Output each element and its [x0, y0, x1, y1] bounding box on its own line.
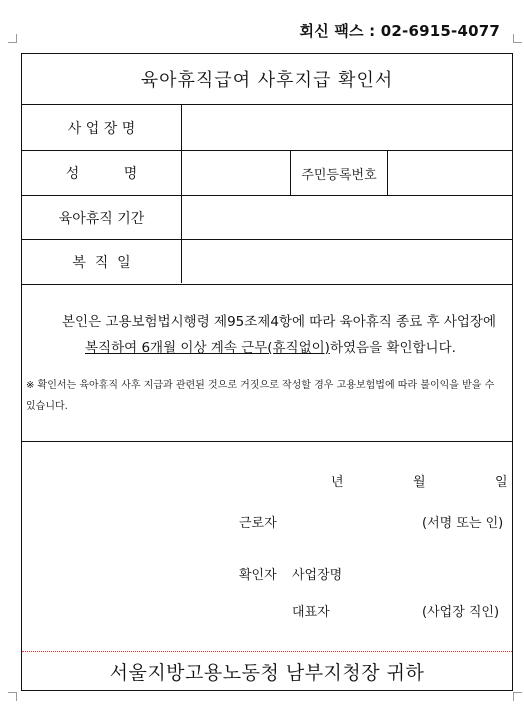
corner-mark-top-left — [8, 34, 17, 43]
representative-label: 대표자 — [292, 605, 330, 620]
worker-label: 근로자 — [239, 516, 277, 531]
leave-period-label: 육아휴직 기간 — [58, 210, 145, 227]
form-title: 육아휴직급여 사후지급 확인서 — [140, 70, 394, 91]
name-label: 성 명 — [65, 166, 138, 182]
business-name-field[interactable] — [182, 105, 512, 150]
corner-mark-bottom-right — [513, 692, 522, 701]
corner-mark-top-right — [513, 34, 522, 43]
date-month-label: 월 — [413, 475, 426, 490]
corner-mark-bottom-left — [8, 692, 17, 701]
resident-number-field[interactable] — [388, 151, 512, 195]
statement-line-2-rest: 하였음을 확인합니다. — [329, 340, 456, 356]
leave-period-field[interactable] — [182, 196, 512, 239]
divider — [22, 284, 512, 285]
addressee: 서울지방고용노동청 남부지청장 귀하 — [109, 661, 425, 684]
representative-signature-hint: (사업장 직인) — [422, 605, 500, 620]
statement-line-1: 본인은 고용보험법시행령 제95조제4항에 따라 육아휴직 종료 후 사업장에 — [62, 314, 496, 330]
return-date-label: 복 직 일 — [72, 255, 131, 271]
fax-number: 회신 팩스 : 02-6915-4077 — [299, 22, 500, 40]
confirmation-form — [21, 53, 513, 691]
confirmer-label: 확인자 — [239, 568, 277, 583]
business-name-label: 사 업 장 명 — [67, 120, 136, 137]
date-day-label: 일 — [495, 475, 508, 490]
false-statement-notice: ※ 확인서는 육아휴직 사후 지급과 관련된 것으로 거짓으로 작성할 경우 고용보험법에 따라 불이익을 받을 수 있습니다. — [26, 380, 495, 412]
return-date-field[interactable] — [182, 240, 512, 284]
statement-underlined-phrase: 복직하여 6개월 이상 계속 근무(휴직없이) — [85, 340, 330, 356]
worker-signature-hint: (서명 또는 인) — [422, 516, 504, 531]
name-field[interactable] — [182, 151, 290, 195]
statement-line-2 — [85, 336, 512, 356]
date-year-label: 년 — [331, 475, 344, 490]
divider — [22, 441, 512, 442]
resident-number-label: 주민등록번호 — [301, 167, 377, 183]
confirmer-business-name-label: 사업장명 — [292, 568, 343, 583]
